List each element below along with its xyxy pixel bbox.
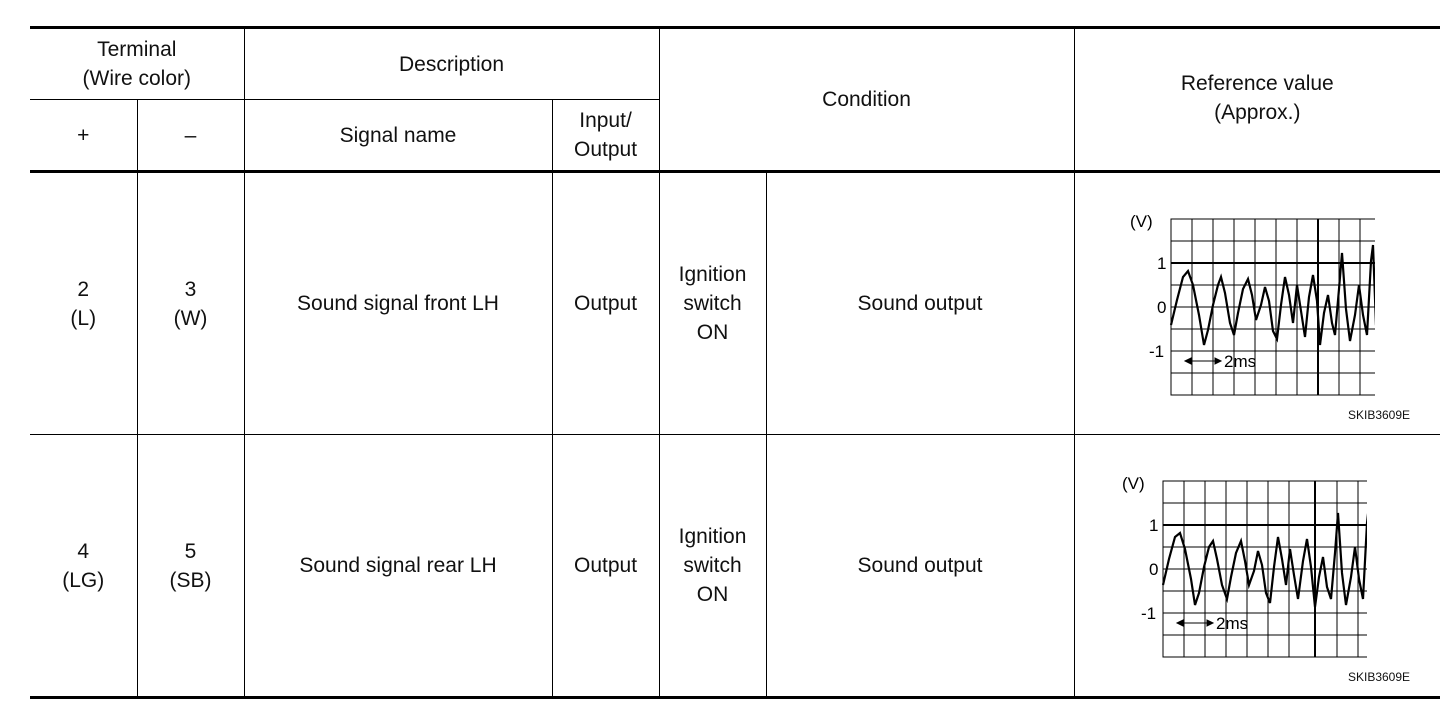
terminal-spec-table (30, 26, 1440, 699)
input-output-header: Input/ Output (552, 100, 659, 172)
condition-detail: Sound output (766, 435, 1074, 698)
minus-terminal: 5 (SB) (137, 435, 244, 698)
grid (1171, 219, 1375, 395)
y-tick: 0 (1156, 298, 1166, 317)
signal-name-header: Signal name (244, 100, 552, 172)
condition-header: Condition (659, 28, 1074, 172)
waveform-trace (1163, 505, 1367, 607)
minus-terminal: 3 (W) (137, 172, 244, 435)
time-scale-marker (1185, 358, 1221, 364)
y-tick: -1 (1148, 342, 1164, 361)
y-tick: 0 (1148, 560, 1158, 579)
unit-label: (V) (1129, 212, 1153, 231)
input-output: Output (552, 172, 659, 435)
waveform-trace (1171, 245, 1375, 345)
minus-header: – (137, 100, 244, 172)
time-scale-label: 2ms (1215, 614, 1248, 633)
signal-name: Sound signal front LH (244, 172, 552, 435)
signal-name: Sound signal rear LH (244, 435, 552, 698)
figure-id: SKIB3609E (1347, 670, 1411, 684)
reference-waveform (1074, 172, 1440, 435)
input-output: Output (552, 435, 659, 698)
grid (1163, 481, 1367, 657)
table-row (30, 172, 1440, 435)
terminal-header: Terminal (Wire color) (30, 28, 244, 100)
unit-label: (V) (1121, 474, 1145, 493)
y-tick: 1 (1148, 516, 1158, 535)
plus-terminal: 2 (L) (30, 172, 137, 435)
condition-main: Ignition switch ON (659, 435, 766, 698)
table-row (30, 435, 1440, 698)
reference-value-header: Reference value (Approx.) (1074, 28, 1440, 172)
figure-id: SKIB3609E (1347, 408, 1411, 422)
condition-main: Ignition switch ON (659, 172, 766, 435)
reference-waveform (1074, 435, 1440, 698)
time-scale-marker (1177, 620, 1213, 626)
plus-header: + (30, 100, 137, 172)
waveform-chart (1107, 467, 1367, 667)
description-header: Description (244, 28, 659, 100)
time-scale-label: 2ms (1223, 352, 1256, 371)
waveform-chart (1115, 205, 1375, 405)
y-tick: -1 (1140, 604, 1156, 623)
y-tick: 1 (1156, 254, 1166, 273)
condition-detail: Sound output (766, 172, 1074, 435)
plus-terminal: 4 (LG) (30, 435, 137, 698)
